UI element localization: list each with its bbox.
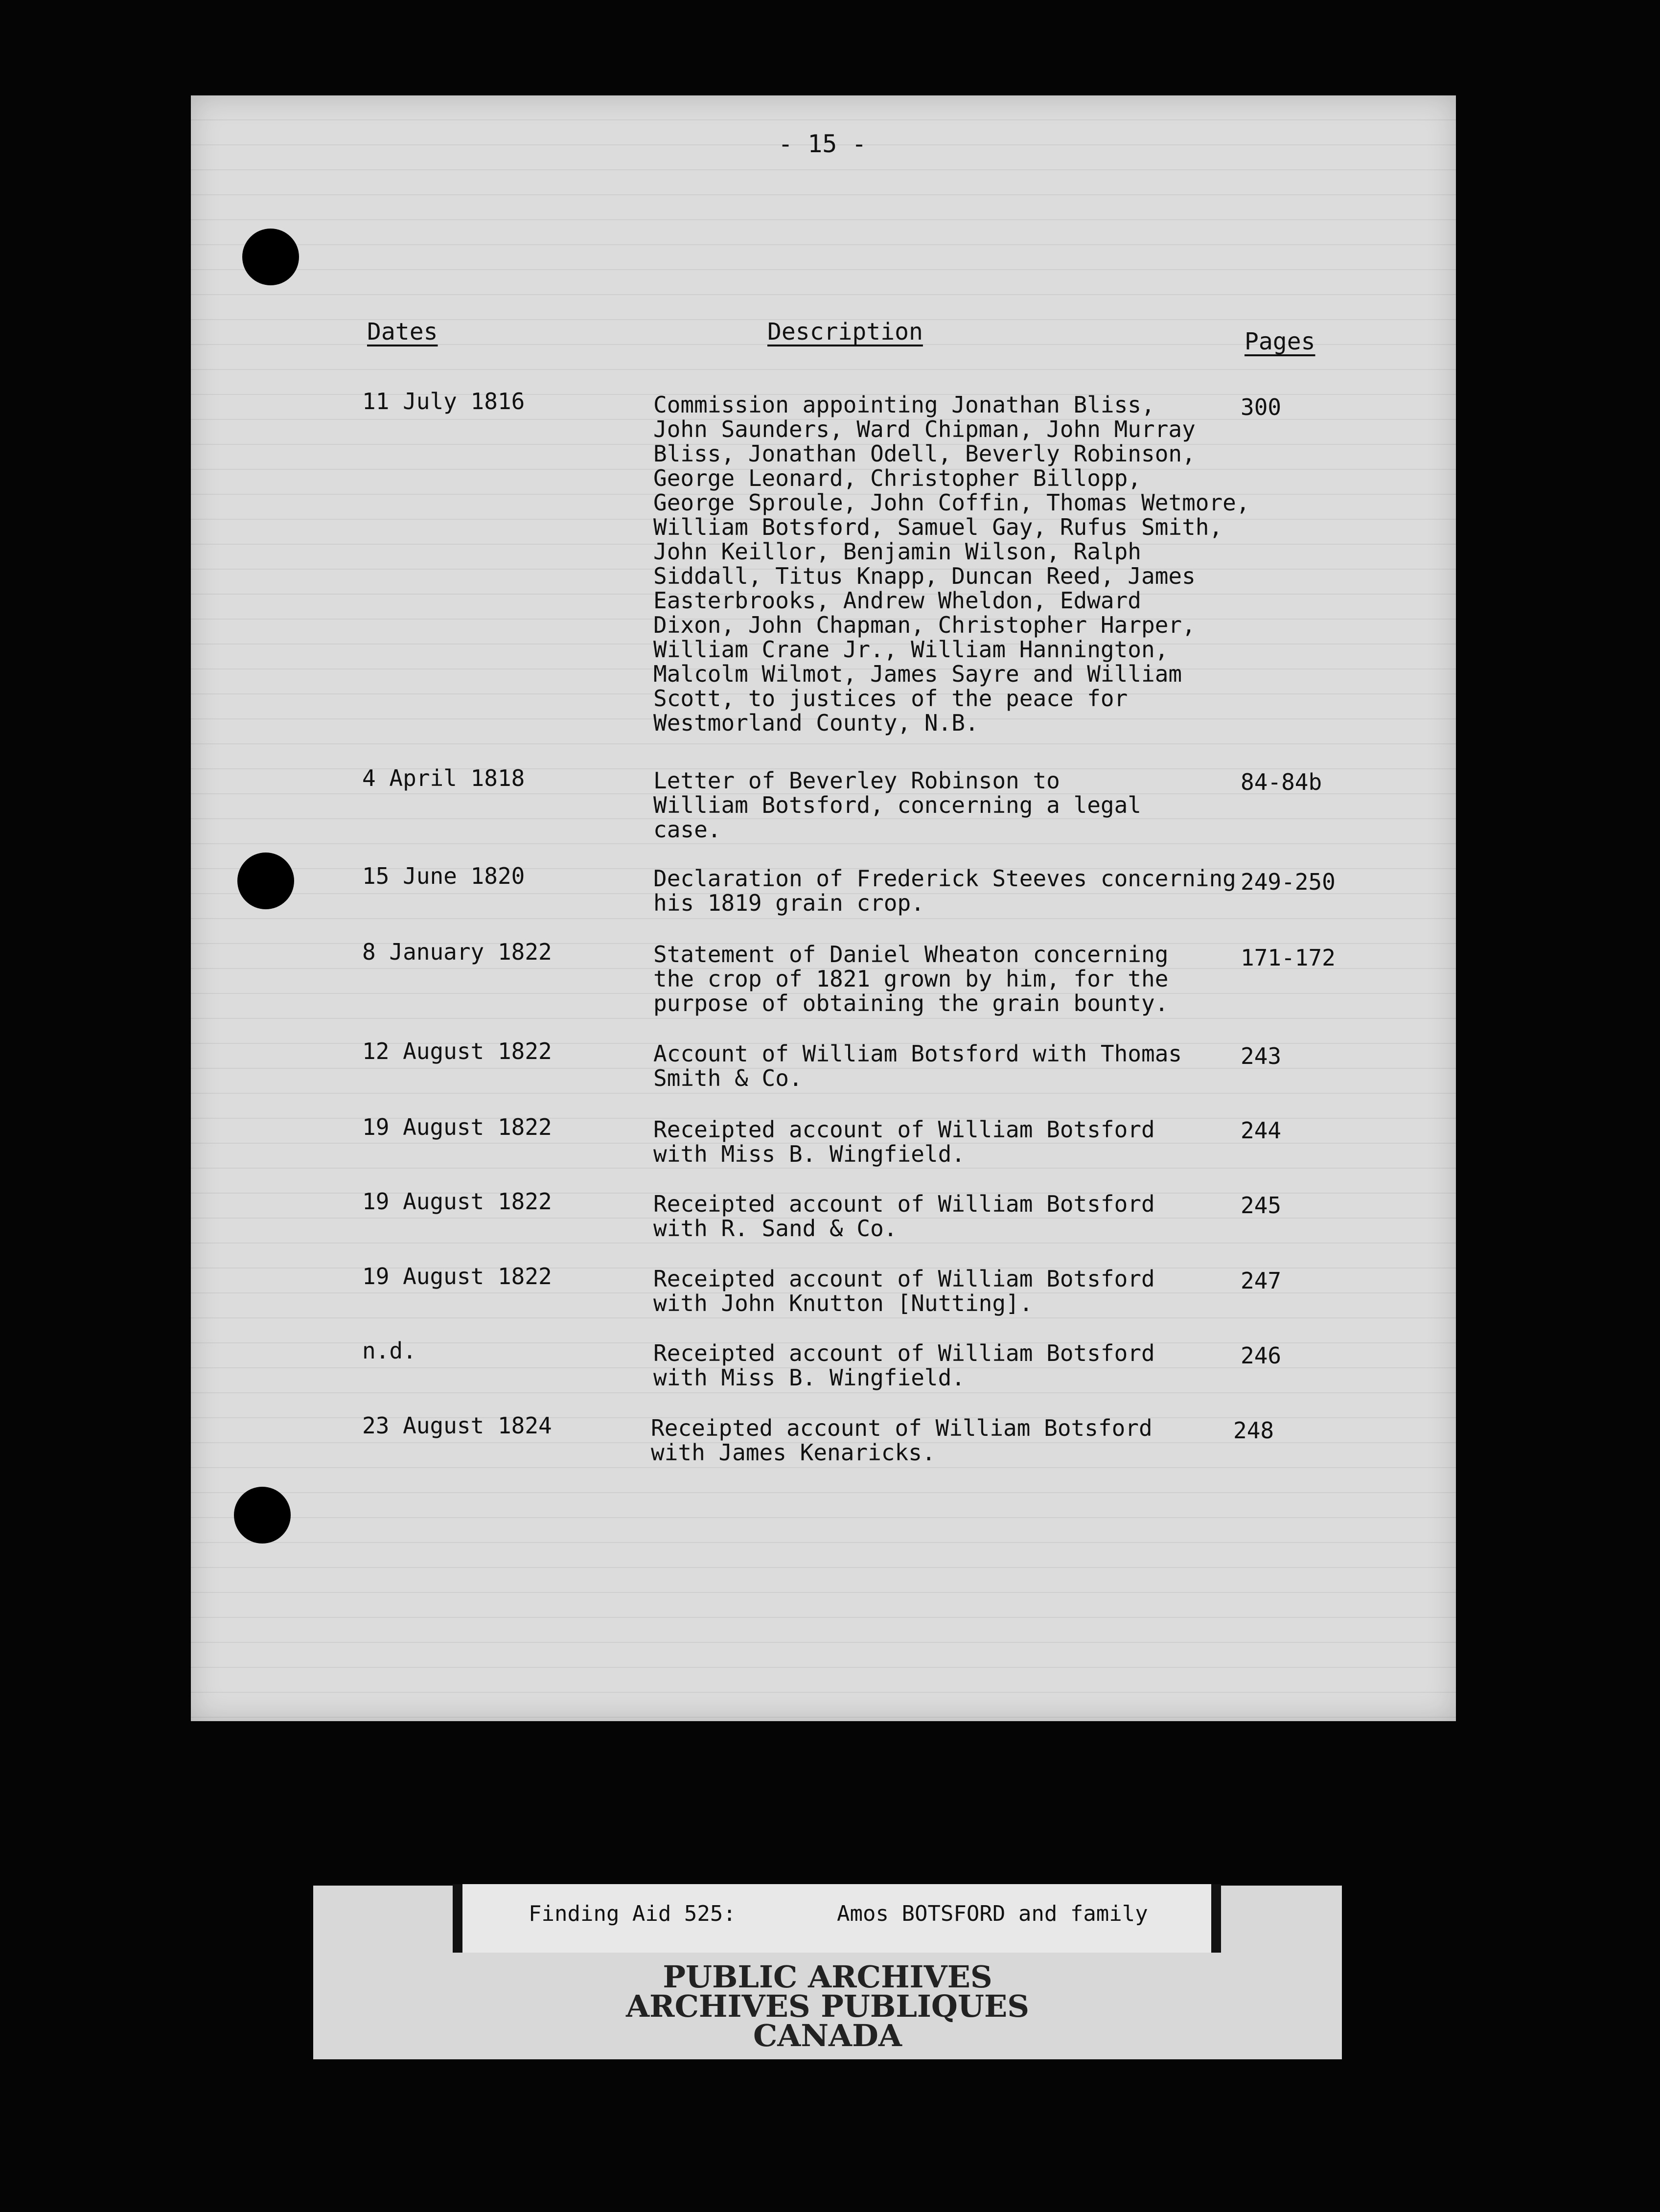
entry-description: Commission appointing Jonathan Bliss, John Saunders, Ward Chipman, John Murray Bliss, Jonathan Odell, Beverly Robinson, George Leonard, Christopher Billopp, George Sproule, John Coffin, Thomas Wetmore, William Botsford, Samuel Gay, Rufus Smith, John Keillor, Benjamin Wilson, Ralph Siddall, Titus Knapp, Duncan Reed, James Easterbrooks, Andrew Wheldon, Edward Dixon, John Chapman, Christopher Harper, William Crane Jr., William Hannington, Malcolm Wilmot, James Sayre and William Scott, to justices of the peace for Westmorland County, N.B. (653, 392, 1250, 736)
punch-hole (234, 1487, 291, 1544)
entry-description: Receipted account of William Botsford with Miss B. Wingfield. (653, 1340, 1155, 1391)
finding-aid-tab (453, 1884, 1221, 1953)
entry-description: Receipted account of William Botsford with James Kenaricks. (651, 1415, 1153, 1466)
entry-date: 4 April 1818 (362, 765, 525, 791)
entry-date: 19 August 1822 (362, 1114, 552, 1140)
punch-hole (237, 853, 294, 909)
entry-pages: 249-250 (1241, 869, 1336, 895)
page-number: - 15 - (778, 130, 867, 158)
document-page (191, 95, 1456, 1721)
entry-pages: 243 (1241, 1043, 1282, 1069)
header-description: Description (767, 318, 923, 346)
stamp-line: CANADA (753, 2018, 902, 2053)
entry-description: Receipted account of William Botsford with R. Sand & Co. (653, 1191, 1155, 1242)
entry-date: 23 August 1824 (362, 1412, 552, 1439)
entry-pages: 245 (1241, 1192, 1282, 1219)
entry-date: 15 June 1820 (362, 863, 525, 889)
entry-date: 11 July 1816 (362, 388, 525, 415)
entry-description: Declaration of Frederick Steeves concerning his 1819 grain crop. (653, 865, 1236, 916)
header-dates: Dates (367, 318, 438, 346)
header-pages: Pages (1245, 328, 1315, 355)
archives-stamp (313, 1959, 1342, 2053)
entry-description: Receipted account of William Botsford with John Knutton [Nutting]. (653, 1266, 1155, 1316)
finding-aid-title: Amos BOTSFORD and family (837, 1901, 1148, 1926)
finding-aid-label: Finding Aid 525: (529, 1901, 736, 1926)
stamp-line: PUBLIC ARCHIVES (663, 1959, 992, 1995)
entry-date: 8 January 1822 (362, 939, 552, 965)
entry-date: 12 August 1822 (362, 1038, 552, 1064)
entry-description: Letter of Beverley Robinson to William Botsford, concerning a legal case. (653, 767, 1141, 843)
punch-hole (242, 229, 299, 285)
entry-date: n.d. (362, 1337, 416, 1364)
entry-pages: 247 (1241, 1267, 1282, 1294)
entry-pages: 171-172 (1241, 945, 1336, 971)
entry-pages: 244 (1241, 1117, 1282, 1144)
stamp-line: ARCHIVES PUBLIQUES (625, 1988, 1030, 2024)
entry-date: 19 August 1822 (362, 1188, 552, 1215)
entry-date: 19 August 1822 (362, 1263, 552, 1290)
entry-description: Account of William Botsford with Thomas Smith & Co. (653, 1040, 1182, 1091)
entry-description: Receipted account of William Botsford with Miss B. Wingfield. (653, 1116, 1155, 1167)
entry-description: Statement of Daniel Wheaton concerning the crop of 1821 grown by him, for the purpose of obtaining the grain bounty. (653, 941, 1169, 1016)
entry-pages: 248 (1233, 1417, 1274, 1444)
entry-pages: 300 (1241, 394, 1282, 420)
entry-pages: 84-84b (1241, 769, 1322, 795)
entry-pages: 246 (1241, 1342, 1282, 1369)
